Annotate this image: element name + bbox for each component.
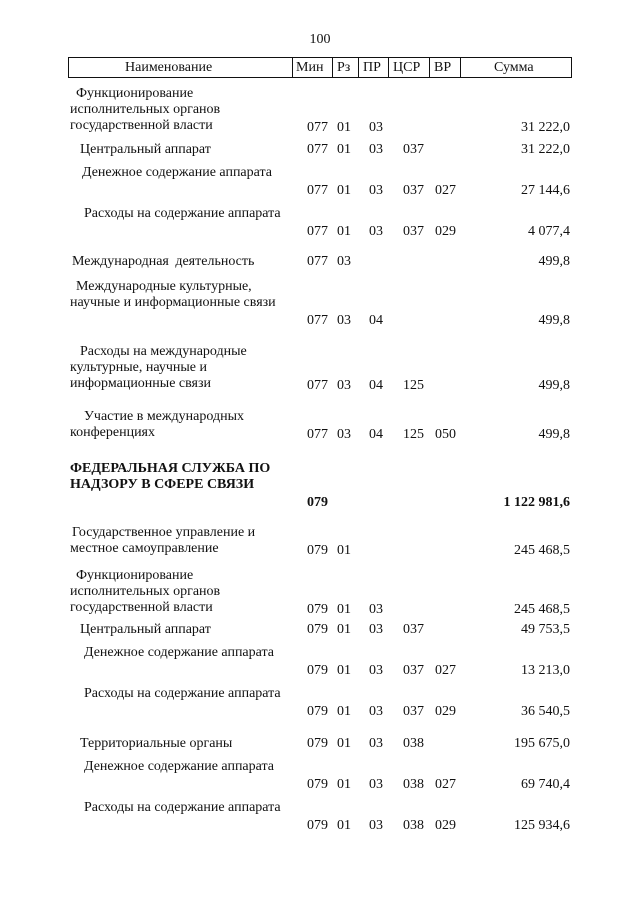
row-min: 079: [307, 736, 328, 751]
row-sum: 27 144,6: [521, 183, 570, 198]
row-rz: 01: [337, 183, 351, 198]
table-row: [0, 86, 640, 136]
row-sum: 31 222,0: [521, 120, 570, 135]
table-header: [68, 57, 572, 78]
table-row: [0, 622, 640, 638]
row-name: Функционирование исполнительных органов государственной власти: [70, 568, 221, 615]
row-min: 079: [307, 602, 328, 617]
row-name: Расходы на содержание аппарата: [84, 206, 281, 221]
row-rz: 01: [337, 224, 351, 239]
row-vr: 029: [435, 224, 456, 239]
row-rz: 03: [337, 378, 351, 393]
row-sum: 195 675,0: [514, 736, 570, 751]
row-pr: 03: [369, 602, 383, 617]
header-min: Мин: [296, 60, 324, 75]
row-sum: 245 468,5: [514, 543, 570, 558]
header-divider: [388, 58, 389, 77]
row-csr: 037: [403, 622, 424, 637]
row-name: Денежное содержание аппарата: [82, 165, 273, 180]
row-pr: 03: [369, 736, 383, 751]
row-sum: 69 740,4: [521, 777, 570, 792]
row-sum: 4 077,4: [528, 224, 570, 239]
row-rz: 01: [337, 777, 351, 792]
header-csr: ЦСР: [393, 60, 421, 75]
row-pr: 03: [369, 663, 383, 678]
row-rz: 01: [337, 736, 351, 751]
table-row: [0, 142, 640, 158]
row-sum: 31 222,0: [521, 142, 570, 157]
row-min: 079: [307, 663, 328, 678]
row-min: 079: [307, 818, 328, 833]
row-rz: 03: [337, 254, 351, 269]
row-rz: 01: [337, 602, 351, 617]
header-pr: ПР: [363, 60, 381, 75]
row-min: 077: [307, 224, 328, 239]
table-row: [0, 279, 640, 329]
table-row: [0, 344, 640, 394]
row-rz: 01: [337, 818, 351, 833]
row-csr: 037: [403, 663, 424, 678]
row-rz: 01: [337, 663, 351, 678]
row-name: Расходы на содержание аппарата: [84, 800, 281, 815]
row-vr: 027: [435, 663, 456, 678]
table-row: [0, 461, 640, 511]
table-row: [0, 736, 640, 752]
row-rz: 01: [337, 704, 351, 719]
table-row: [0, 686, 640, 720]
header-name: Наименование: [125, 60, 213, 75]
row-csr: 038: [403, 818, 424, 833]
row-sum: 499,8: [538, 254, 570, 269]
table-row: [0, 165, 640, 199]
row-rz: 01: [337, 622, 351, 637]
row-min: 077: [307, 142, 328, 157]
row-min: 079: [307, 704, 328, 719]
row-vr: 029: [435, 704, 456, 719]
row-csr: 125: [403, 378, 424, 393]
header-divider: [292, 58, 293, 77]
row-name: Расходы на международные культурные, научные и информационные связи: [70, 344, 247, 391]
row-pr: 04: [369, 313, 383, 328]
table-row: [0, 800, 640, 834]
row-min: 077: [307, 313, 328, 328]
row-sum: 245 468,5: [514, 602, 570, 617]
row-name: ФЕДЕРАЛЬНАЯ СЛУЖБА ПО НАДЗОРУ В СФЕРЕ СВЯЗИ: [70, 461, 271, 492]
table-row: [0, 759, 640, 793]
row-csr: 038: [403, 777, 424, 792]
row-csr: 037: [403, 224, 424, 239]
row-min: 077: [307, 254, 328, 269]
row-sum: 499,8: [538, 427, 570, 442]
row-sum: 13 213,0: [521, 663, 570, 678]
row-pr: 04: [369, 427, 383, 442]
row-min: 077: [307, 378, 328, 393]
row-min: 079: [307, 777, 328, 792]
row-min: 079: [307, 495, 328, 510]
row-rz: 01: [337, 120, 351, 135]
row-name: Государственное управление и местное самоуправление: [70, 525, 256, 556]
row-sum: 49 753,5: [521, 622, 570, 637]
header-divider: [358, 58, 359, 77]
row-vr: 029: [435, 818, 456, 833]
row-sum: 36 540,5: [521, 704, 570, 719]
row-csr: 037: [403, 704, 424, 719]
row-rz: 01: [337, 543, 351, 558]
row-pr: 03: [369, 818, 383, 833]
row-min: 077: [307, 183, 328, 198]
header-rz: Рз: [337, 60, 351, 75]
row-pr: 03: [369, 224, 383, 239]
row-vr: 027: [435, 183, 456, 198]
row-name: Территориальные органы: [80, 736, 233, 751]
row-name: Международная деятельность: [72, 254, 255, 269]
row-name: Международные культурные, научные и информационные связи: [70, 279, 276, 310]
header-sum: Сумма: [494, 60, 534, 75]
row-rz: 03: [337, 427, 351, 442]
table-row: [0, 568, 640, 618]
row-sum: 499,8: [538, 378, 570, 393]
row-name: Расходы на содержание аппарата: [84, 686, 281, 701]
row-name: Центральный аппарат: [80, 622, 211, 637]
row-min: 079: [307, 622, 328, 637]
row-name: Функционирование исполнительных органов государственной власти: [70, 86, 221, 133]
header-divider: [460, 58, 461, 77]
row-pr: 03: [369, 777, 383, 792]
row-vr: 050: [435, 427, 456, 442]
table-row: [0, 409, 640, 443]
row-pr: 03: [369, 704, 383, 719]
row-rz: 01: [337, 142, 351, 157]
row-sum: 1 122 981,6: [503, 495, 570, 510]
table-row: [0, 206, 640, 240]
row-pr: 03: [369, 120, 383, 135]
row-name: Денежное содержание аппарата: [84, 645, 275, 660]
row-pr: 03: [369, 622, 383, 637]
row-sum: 125 934,6: [514, 818, 570, 833]
table-row: [0, 645, 640, 679]
table-row: [0, 525, 640, 559]
row-pr: 03: [369, 183, 383, 198]
row-min: 077: [307, 120, 328, 135]
row-csr: 125: [403, 427, 424, 442]
row-min: 079: [307, 543, 328, 558]
row-name: Центральный аппарат: [80, 142, 211, 157]
row-csr: 038: [403, 736, 424, 751]
row-csr: 037: [403, 142, 424, 157]
page-number: 100: [309, 32, 331, 47]
row-rz: 03: [337, 313, 351, 328]
row-pr: 04: [369, 378, 383, 393]
header-divider: [429, 58, 430, 77]
header-divider: [332, 58, 333, 77]
header-vr: ВР: [434, 60, 452, 75]
table-row: [0, 254, 640, 270]
row-vr: 027: [435, 777, 456, 792]
row-csr: 037: [403, 183, 424, 198]
row-min: 077: [307, 427, 328, 442]
row-name: Денежное содержание аппарата: [84, 759, 275, 774]
row-sum: 499,8: [538, 313, 570, 328]
row-pr: 03: [369, 142, 383, 157]
row-name: Участие в международных конференциях: [70, 409, 245, 440]
